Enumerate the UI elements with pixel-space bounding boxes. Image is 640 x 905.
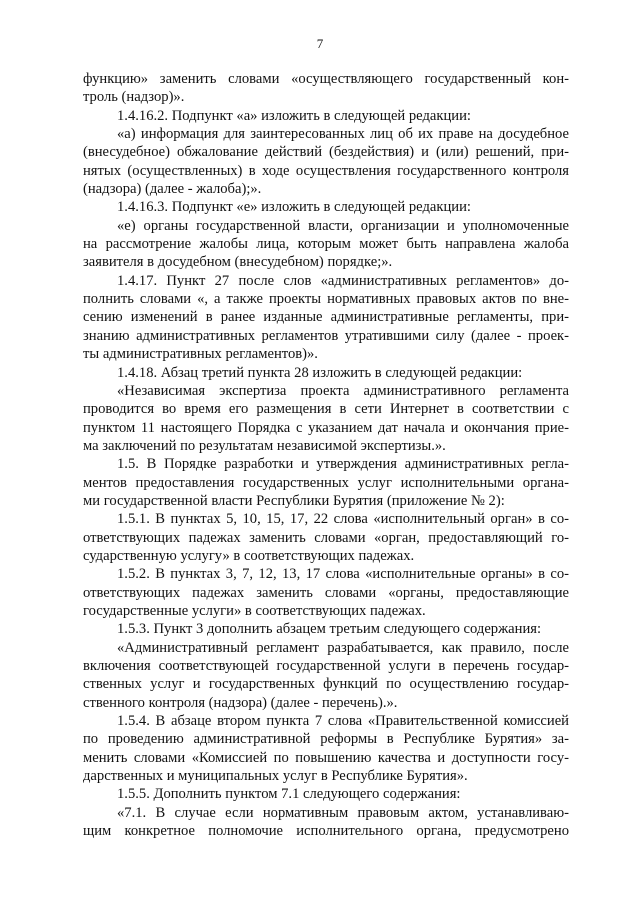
text-line: «а) информация для заинтересованных лиц об их праве на досудебное [117,126,569,143]
text-line: ты административных регламентов)». [83,346,318,363]
text-line: щим конкретное полномочие исполнительного органа, предусмотрено [83,823,569,840]
text-line: «Административный регламент разрабатывается, как правило, после [117,639,569,656]
text-line: сударственную услугу» в соответствующих падежах. [83,547,415,564]
text-line: менить словами «Комиссией по повышению качества и доступности госу- [83,749,569,766]
text-line: 1.5.4. В абзаце втором пункта 7 слова «Правительственной комиссией [117,713,569,730]
text-line: 1.5.1. В пунктах 5, 10, 15, 17, 22 слова «исполнительный орган» в со- [117,511,569,528]
text-line: государственные услуги» в соответствующих падежах. [83,602,426,619]
text-line: «Независимая экспертиза проекта административного регламента [117,382,569,399]
text-line: 1.4.18. Абзац третий пункта 28 изложить в следующей редакции: [117,364,523,381]
text-line: (внесудебное) обжалование действий (бездействия) и (или) решений, при- [83,144,569,161]
text-line: знанию административных регламентов утратившими силу (далее - проек- [83,327,569,344]
text-line: 1.5. В Порядке разработки и утверждения административных регла- [117,456,569,473]
text-line: ответствующих падежах заменить словами «органы, предоставляющие [83,584,569,601]
text-line: полнить словами «, а также проекты нормативных правовых актов по вне- [83,291,569,308]
text-line: пунктом 11 настоящего Порядка с указанием дат начала и окончания прие- [83,419,569,436]
text-line: 1.5.2. В пунктах 3, 7, 12, 13, 17 слова «исполнительные органы» в со- [117,566,569,583]
text-line: включения соответствующей государственной услуги в перечень государ- [83,658,569,674]
text-line: ми государственной власти Республики Бурятия (приложение № 2): [83,492,505,509]
page-number: 7 [316,36,324,51]
text-line: нятых (осуществленных) в ходе осуществления государственного контроля [83,162,569,179]
text-line: на рассмотрение жалобы лица, которым может быть направлена жалоба [83,236,569,253]
text-line: дарственных и муниципальных услуг в Республике Бурятия». [83,768,468,785]
text-line: ственного контроля (надзора) (далее - перечень).». [83,694,398,711]
text-line: 1.5.3. Пункт 3 дополнить абзацем третьим следующего содержания: [117,621,542,638]
text-line: заявителя в досудебном (внесудебном) порядке;». [83,254,393,271]
text-line: сению изменений в ранее изданные административные регламенты, при- [83,309,569,326]
text-line: по проведению административной реформы в Республике Бурятия» за- [83,731,569,748]
text-line: функцию» заменить словами «осуществляющего государственный кон- [83,71,569,87]
text-line: 1.5.5. Дополнить пунктом 7.1 следующего содержания: [117,786,461,803]
text-line: ма заключений по результатам независимой экспертизы.». [83,437,446,454]
text-line: 1.4.17. Пункт 27 после слов «административных регламентов» до- [117,272,569,289]
text-line: «7.1. В случае если нормативным правовым актом, устанавливаю- [117,804,569,821]
text-line: ответствующих падежах заменить словами «орган, предоставляющий го- [83,529,569,546]
text-line: проводится во время его размещения в сети Интернет в соответствии с [83,401,569,418]
text-line: 1.4.16.3. Подпункт «е» изложить в следующей редакции: [117,199,471,216]
text-line: (надзора) (далее - жалоба);». [83,181,262,198]
text-line: троль (надзор)». [83,89,185,106]
document-body [83,70,569,840]
text-line: ственных услуг и государственных функций по осуществлению государ- [83,676,569,693]
text-line: «е) органы государственной власти, организации и уполномоченные [117,217,569,234]
text-line: 1.4.16.2. Подпункт «а» изложить в следующей редакции: [117,107,471,124]
text-line: ментов предоставления государственных услуг исполнительными органа- [83,474,569,491]
